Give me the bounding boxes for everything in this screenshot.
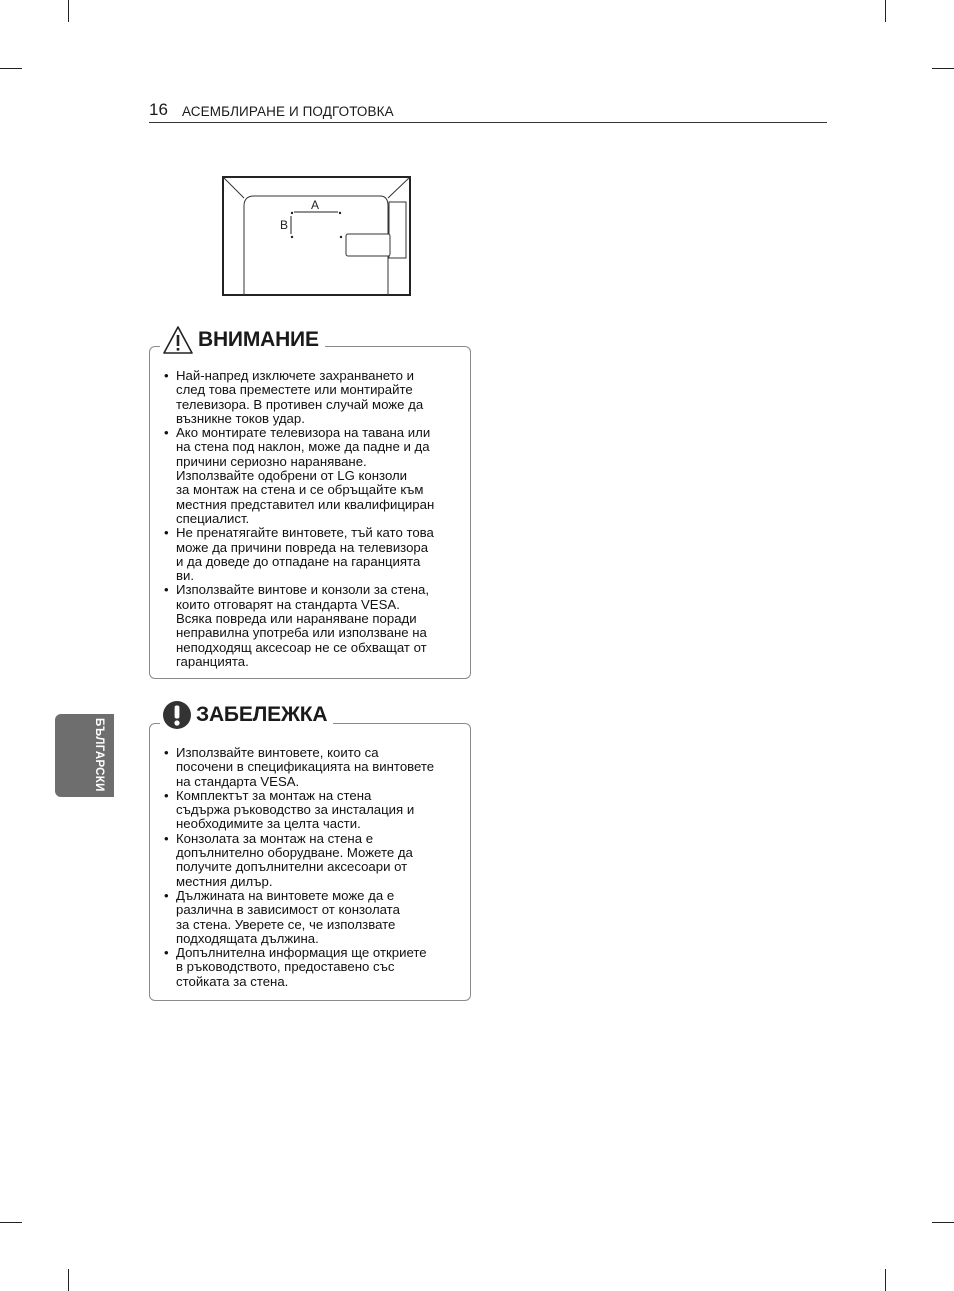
- warning-triangle-icon: [162, 325, 194, 355]
- list-item: • Ако монтирате телевизора на тавана или на стена под наклон, може да падне и да причини сериозно нараняване. Използвайте одобрени от LG конзоли за монтаж на стена и се обръщайте към местния представител или квалифициран специалист.: [164, 426, 470, 526]
- crop-mark: [885, 0, 886, 22]
- crop-mark: [932, 1222, 954, 1223]
- tv-terminal-box: [346, 234, 390, 256]
- dimension-a-label: A: [311, 198, 320, 212]
- crop-mark: [68, 0, 69, 22]
- list-item: • Комплектът за монтаж на стена съдържа ръководство за инсталация и необходимите за целта части.: [164, 789, 470, 832]
- exclamation-circle-icon: [162, 700, 192, 730]
- crop-mark: [885, 1269, 886, 1291]
- list-item: • Използвайте винтовете, които са посочени в спецификацията на винтовете на стандарта VESA.: [164, 746, 470, 789]
- wall-mount-diagram: [222, 176, 412, 297]
- crop-mark: [68, 1269, 69, 1291]
- list-item: • Конзолата за монтаж на стена е допълнително оборудване. Можете да получите допълнителни аксесоари от местния дилър.: [164, 832, 470, 889]
- dimension-b-label: B: [280, 218, 289, 232]
- section-title: АСЕМБЛИРАНЕ И ПОДГОТОВКА: [182, 104, 394, 119]
- list-item: • Допълнителна информация ще откриете в ръководството, предоставено със стойката за стена.: [164, 946, 470, 989]
- caution-box: [149, 328, 471, 679]
- list-item: • Използвайте винтове и конзоли за стена, които отговарят на стандарта VESA. Всяка повреда или нараняване поради неправилна употреба или използване на неподходящ аксесоар не се обхващат от гаранцията.: [164, 583, 470, 669]
- note-heading: [160, 700, 333, 730]
- crop-mark: [0, 68, 22, 69]
- list-item: • Не пренатягайте винтовете, тъй като това може да причини повреда на телевизора и да доведе до отпадане на гаранцията ви.: [164, 526, 470, 583]
- list-item: • Дължината на винтовете може да е различна в зависимост от конзолата за стена. Уверете се, че използвате подходящата дължина.: [164, 889, 470, 946]
- caution-heading: [160, 325, 325, 355]
- crop-mark: [932, 68, 954, 69]
- note-box: [149, 703, 471, 1001]
- caution-list: [150, 369, 470, 669]
- note-title: ЗАБЕЛЕЖКА: [196, 703, 328, 726]
- page-header: [149, 100, 827, 123]
- caution-title: ВНИМАНИЕ: [198, 328, 319, 351]
- crop-mark: [0, 1222, 22, 1223]
- list-item: • Най-напред изключете захранването и след това преместете или монтирайте телевизора. В противен случай може да възникне токов удар.: [164, 369, 470, 426]
- language-tab: [55, 714, 114, 797]
- language-tab-label: БЪЛГАРСКИ: [93, 718, 105, 792]
- tv-side-panel: [389, 202, 406, 258]
- note-list: [150, 746, 470, 989]
- page-number: 16: [149, 100, 168, 119]
